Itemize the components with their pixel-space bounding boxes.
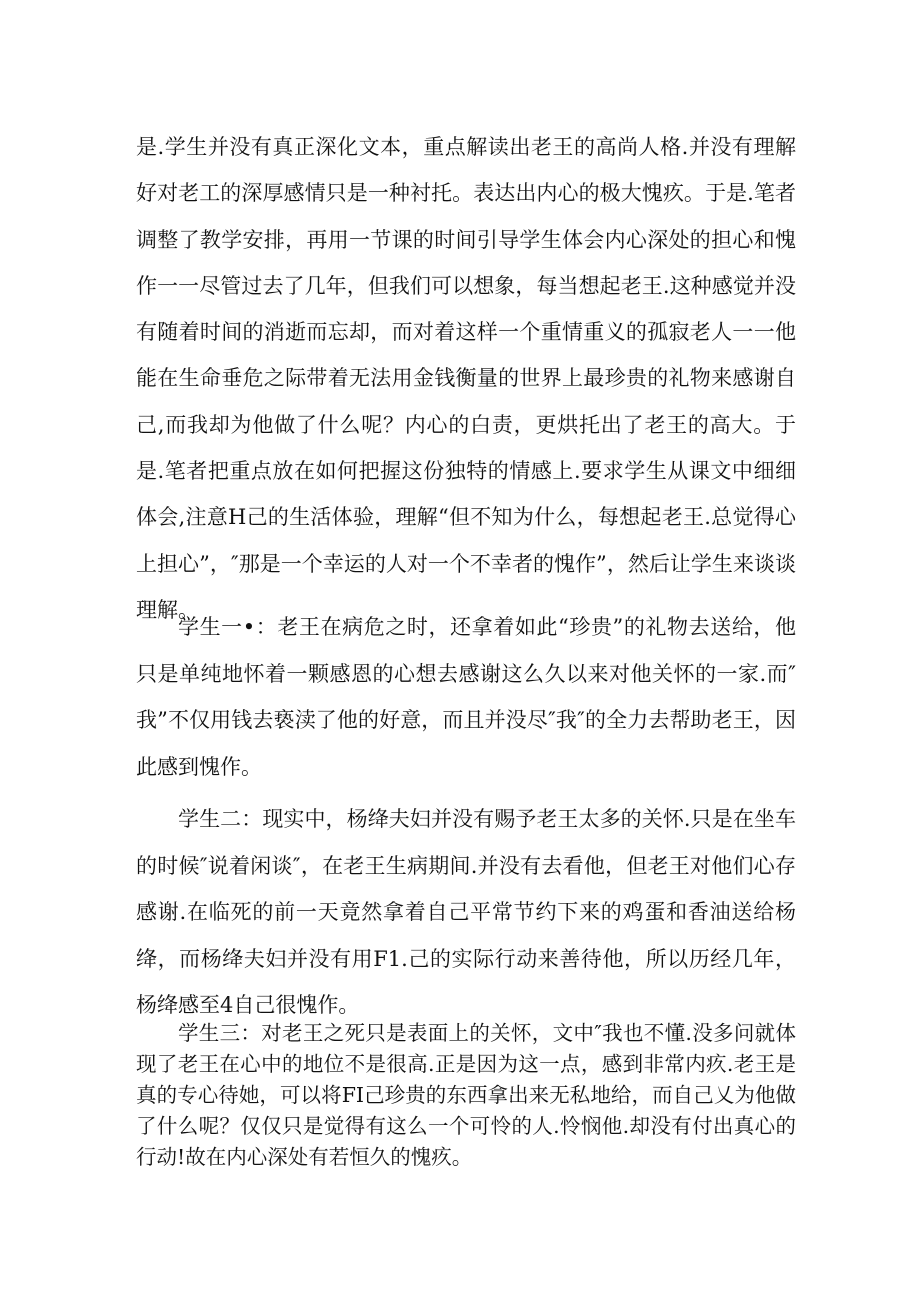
paragraph-student-two: 学生二：现实中，杨绛夫妇并没有赐予老王太多的关怀.只是在坐车的时候″说着闲谈″，在老王生病期间.并没有去看他，但老王对他们心存感谢.在临死的前一天竟然拿着自己平常节约下来的鸡蛋和香油送给杨绛，而杨绛夫妇并没有用F1.己的实际行动来善待他，所以历经几年，杨绛感至4自己很愧作。 [136, 807, 796, 1017]
paragraph-intro: 是.学生并没有真正深化文本，重点解读出老王的高尚人格.并没有理解好对老工的深厚感情只是一种衬托。表达出内心的极大愧疚。于是.笔者调整了教学安排，再用一节课的时间引导学生体会内心深处的担心和愧作一一尽管过去了几年，但我们可以想象，每当想起老王.这种感觉并没有随着时间的消逝而忘却，而对着这样一个重情重义的孤寂老人一一他能在生命垂危之际带着无法用金钱衡量的世界上最珍贵的礼物来感谢自己,而我却为他做了什么呢？内心的白责，更烘托出了老王的高大。于是.笔者把重点放在如何把握这份独特的情感上.要求学生从课文中细细体会,注意H己的生活体验，理解“但不知为什么，每想起老王.总觉得心上担心”，″那是一个幸运的人对一个不幸者的愧作”，然后让学生来谈谈理解。 [136, 135, 796, 622]
paragraph-student-one: 学生一•：老王在病危之时，还拿着如此“珍贵”的礼物去送给，他只是单纯地怀着一颗感恩的心想去感谢这么久以来对他关怀的一家.而″我”不仅用钱去亵渎了他的好意，而且并没尽″我″的全力去帮助老王，因此感到愧作。 [136, 615, 796, 779]
paragraph-student-three: 学生三：对老王之死只是表面上的关怀，文中″我也不懂.没多问就体现了老王在心中的地位不是很高.正是因为这一点，感到非常内疚.老王是真的专心待她，可以将FI己珍贵的东西拿出来无私地给，而自己乂为他做了什么呢？仅仅只是觉得有这么一个可怜的人.怜悯他.却没有付出真心的行动!故在内心深处有若恒久的愧疚。 [136, 1021, 796, 1169]
